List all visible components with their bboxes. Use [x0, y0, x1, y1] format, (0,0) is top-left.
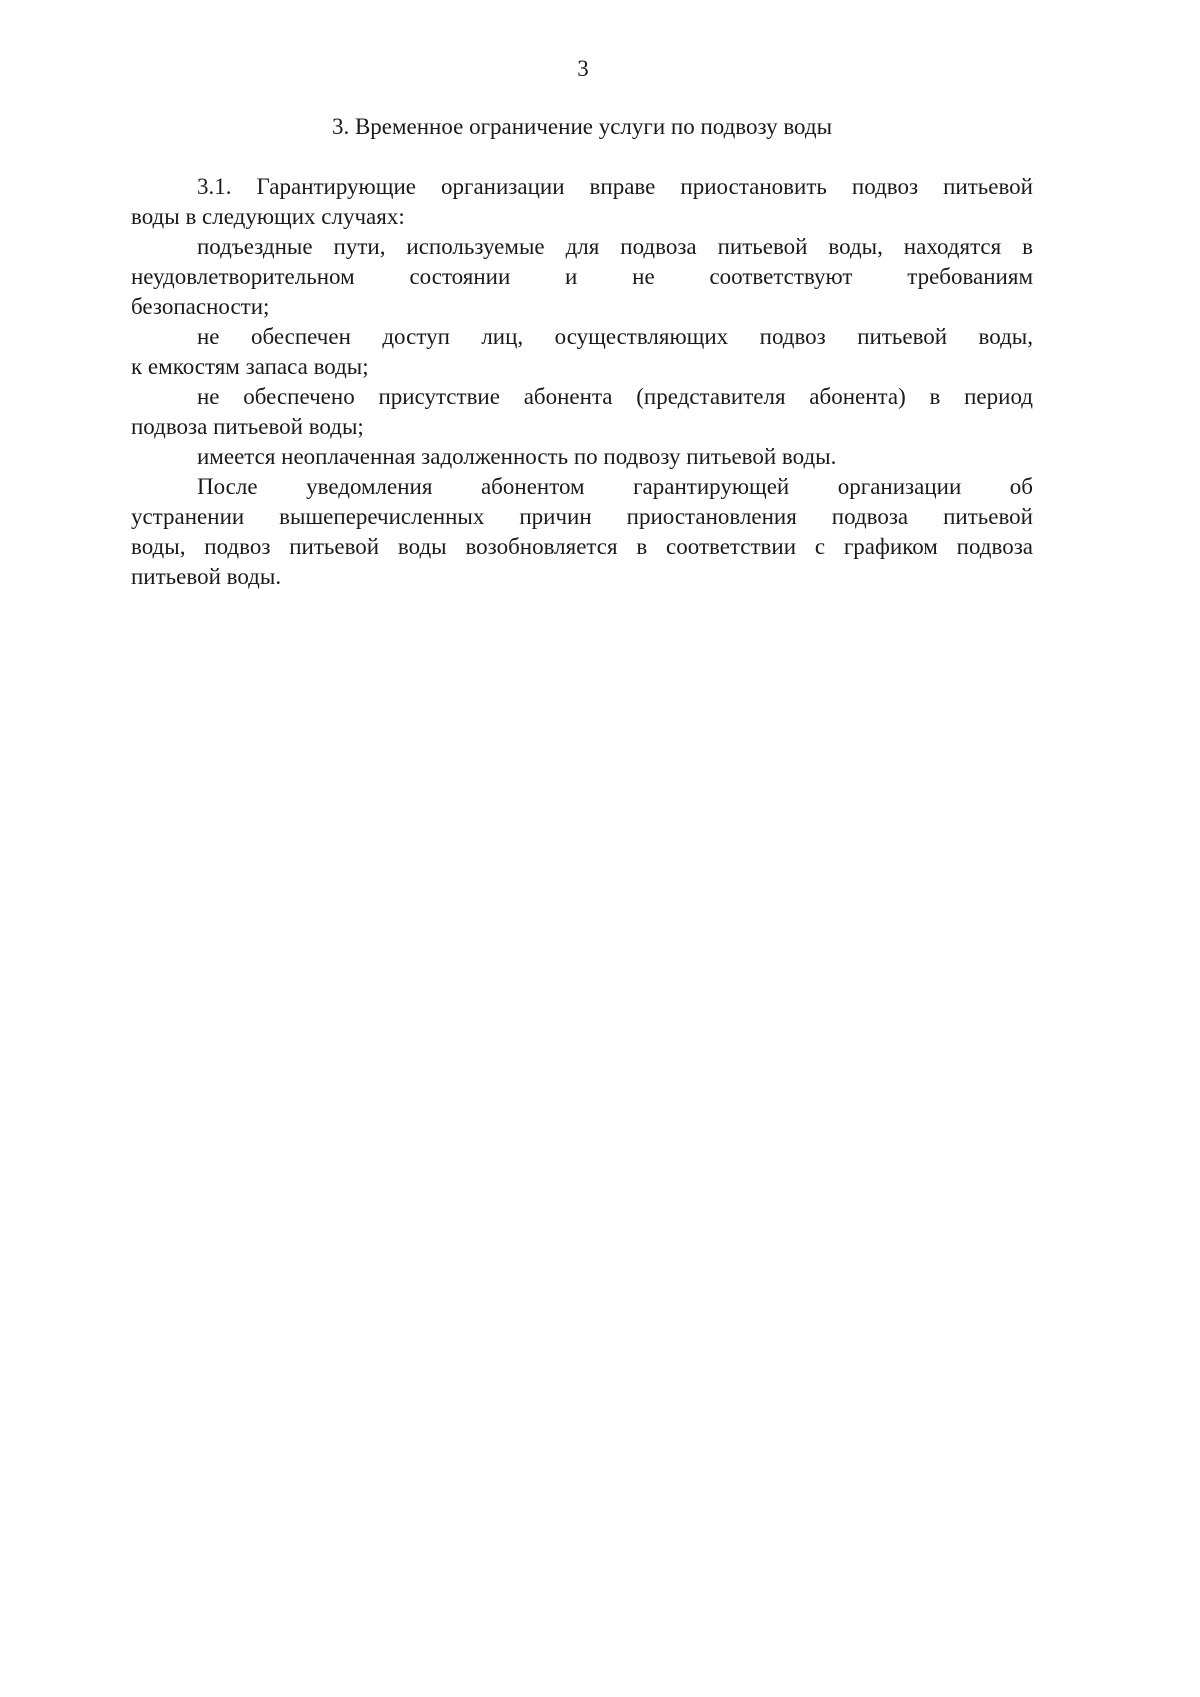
paragraph-line: имеется неоплаченная задолженность по подвозу питьевой воды. — [197, 444, 837, 469]
paragraph — [131, 382, 1033, 442]
paragraph — [131, 172, 1033, 232]
paragraph-line: безопасности; — [131, 294, 270, 319]
paragraph-line: питьевой воды. — [131, 564, 282, 589]
paragraph-line: воды в следующих случаях: — [131, 204, 405, 229]
paragraph-line: не обеспечен доступ лиц, осуществляющих подвоз питьевой воды, — [197, 324, 1033, 349]
document-body — [131, 172, 1033, 592]
paragraph-line: устранении вышеперечисленных причин приостановления подвоза питьевой — [131, 504, 1033, 529]
paragraph-line: к емкостям запаса воды; — [131, 354, 369, 379]
section-heading: 3. Временное ограничение услуги по подвозу воды — [331, 114, 833, 139]
paragraph-line: воды, подвоз питьевой воды возобновляется в соответствии с графиком подвоза — [131, 534, 1033, 559]
page-number: 3 — [577, 56, 589, 81]
paragraph-line: не обеспечено присутствие абонента (представителя абонента) в период — [197, 384, 1033, 409]
paragraph — [131, 232, 1033, 322]
paragraph-line: подвоза питьевой воды; — [131, 414, 364, 439]
paragraph — [131, 472, 1033, 592]
paragraph — [131, 442, 1033, 472]
paragraph-line: подъездные пути, используемые для подвоза питьевой воды, находятся в — [197, 234, 1033, 259]
paragraph-line: 3.1. Гарантирующие организации вправе приостановить подвоз питьевой — [197, 174, 1033, 199]
paragraph-line: После уведомления абонентом гарантирующей организации об — [197, 474, 1033, 499]
paragraph — [131, 322, 1033, 382]
paragraph-line: неудовлетворительном состоянии и не соответствуют требованиям — [131, 264, 1033, 289]
